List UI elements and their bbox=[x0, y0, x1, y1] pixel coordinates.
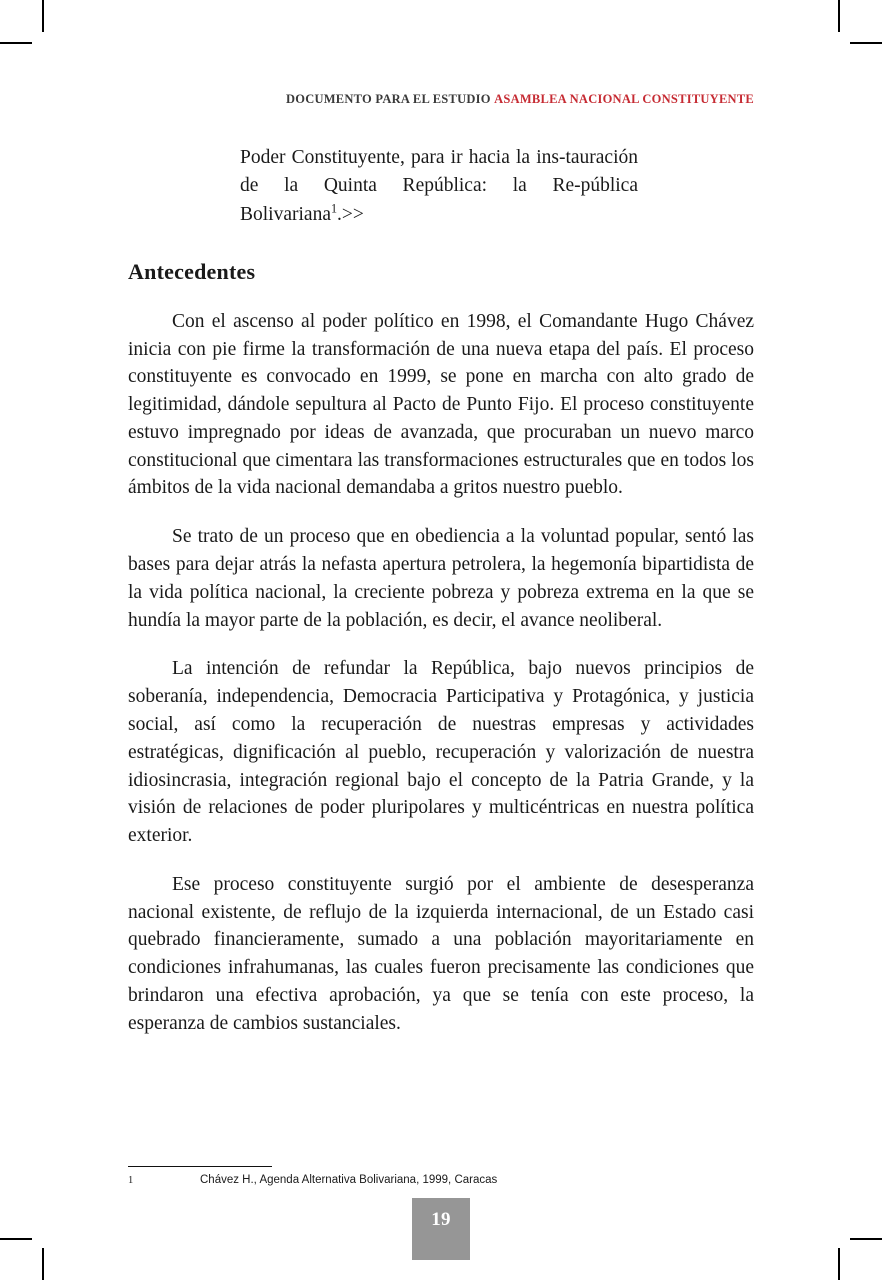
footnote-entry bbox=[128, 1174, 754, 1186]
running-head-highlight: ASAMBLEA NACIONAL CONSTITUYENTE bbox=[494, 92, 754, 106]
footnote-separator-rule bbox=[128, 1166, 272, 1167]
footnote-number: 1 bbox=[128, 1175, 134, 1187]
crop-mark-bottom-left-horizontal bbox=[0, 1238, 32, 1240]
footnote-reference-marker: 1 bbox=[330, 201, 338, 216]
body-paragraph: La intención de refundar la República, bajo nuevos principios de soberanía, independencia, Democracia Participativa y Protagónica, y justicia social, así como la recuperación de nuestras empresas y actividades estratégicas, dignificación al pueblo, recuperación y valorización de nuestra idiosincrasia, integración regional bajo el concepto de la Patria Grande, y la visión de relaciones de poder pluripolares y multicéntricas en nuestra política exterior. bbox=[128, 658, 754, 847]
crop-mark-bottom-right-horizontal bbox=[850, 1238, 882, 1240]
body-paragraph: Con el ascenso al poder político en 1998, el Comandante Hugo Chávez inicia con pie firme la transformación de una nueva etapa del país. El proceso constituyente es convocado en 1999, se pone en marcha con alto grado de legitimidad, dándole sepultura al Pacto de Punto Fijo. El proceso constituyente estuvo impregnado por ideas de avanzada, que procuraban un nuevo marco constitucional que cimentara las transformaciones estructurales que en todos los ámbitos de la vida nacional demandaba a gritos nuestro pueblo. bbox=[128, 310, 754, 499]
main-content bbox=[128, 144, 754, 1038]
running-head bbox=[128, 92, 754, 107]
crop-mark-top-right-vertical bbox=[838, 0, 840, 32]
crop-mark-top-left-vertical bbox=[42, 0, 44, 32]
footnote-citation: Chávez H., Agenda Alternativa Bolivariana, 1999, Caracas bbox=[200, 1174, 498, 1187]
pull-quote-text: Poder Constituyente, para ir hacia la ins-tauración de la Quinta República: la Re-pública Bolivariana bbox=[240, 147, 638, 225]
body-paragraph: Se trato de un proceso que en obediencia a la voluntad popular, sentó las bases para dejar atrás la nefasta apertura petrolera, la hegemonía bipartidista de la vida política nacional, la creciente pobreza y pobreza extrema en la que se hundía la mayor parte de la población, es decir, el avance neoliberal. bbox=[128, 526, 754, 631]
crop-mark-bottom-left-vertical bbox=[42, 1248, 44, 1280]
section-heading: Antecedentes bbox=[128, 259, 256, 285]
running-head-prefix: DOCUMENTO PARA EL ESTUDIO bbox=[285, 92, 491, 106]
crop-mark-top-left-horizontal bbox=[0, 42, 32, 44]
body-paragraph: Ese proceso constituyente surgió por el ambiente de desesperanza nacional existente, de reflujo de la izquierda internacional, de un Estado casi quebrado financieramente, sumado a una población mayoritariamente en condiciones infrahumanas, las cuales fueron precisamente las condiciones que brindaron una efectiva aprobación, ya que se tenía con este proceso, la esperanza de cambios sustanciales. bbox=[128, 873, 754, 1034]
pull-quote bbox=[240, 144, 638, 229]
page-number-badge: 19 bbox=[412, 1198, 470, 1260]
crop-mark-bottom-right-vertical bbox=[838, 1248, 840, 1280]
crop-mark-top-right-horizontal bbox=[850, 42, 882, 44]
footnote-area bbox=[128, 1166, 754, 1186]
pull-quote-tail: .>> bbox=[337, 203, 364, 225]
